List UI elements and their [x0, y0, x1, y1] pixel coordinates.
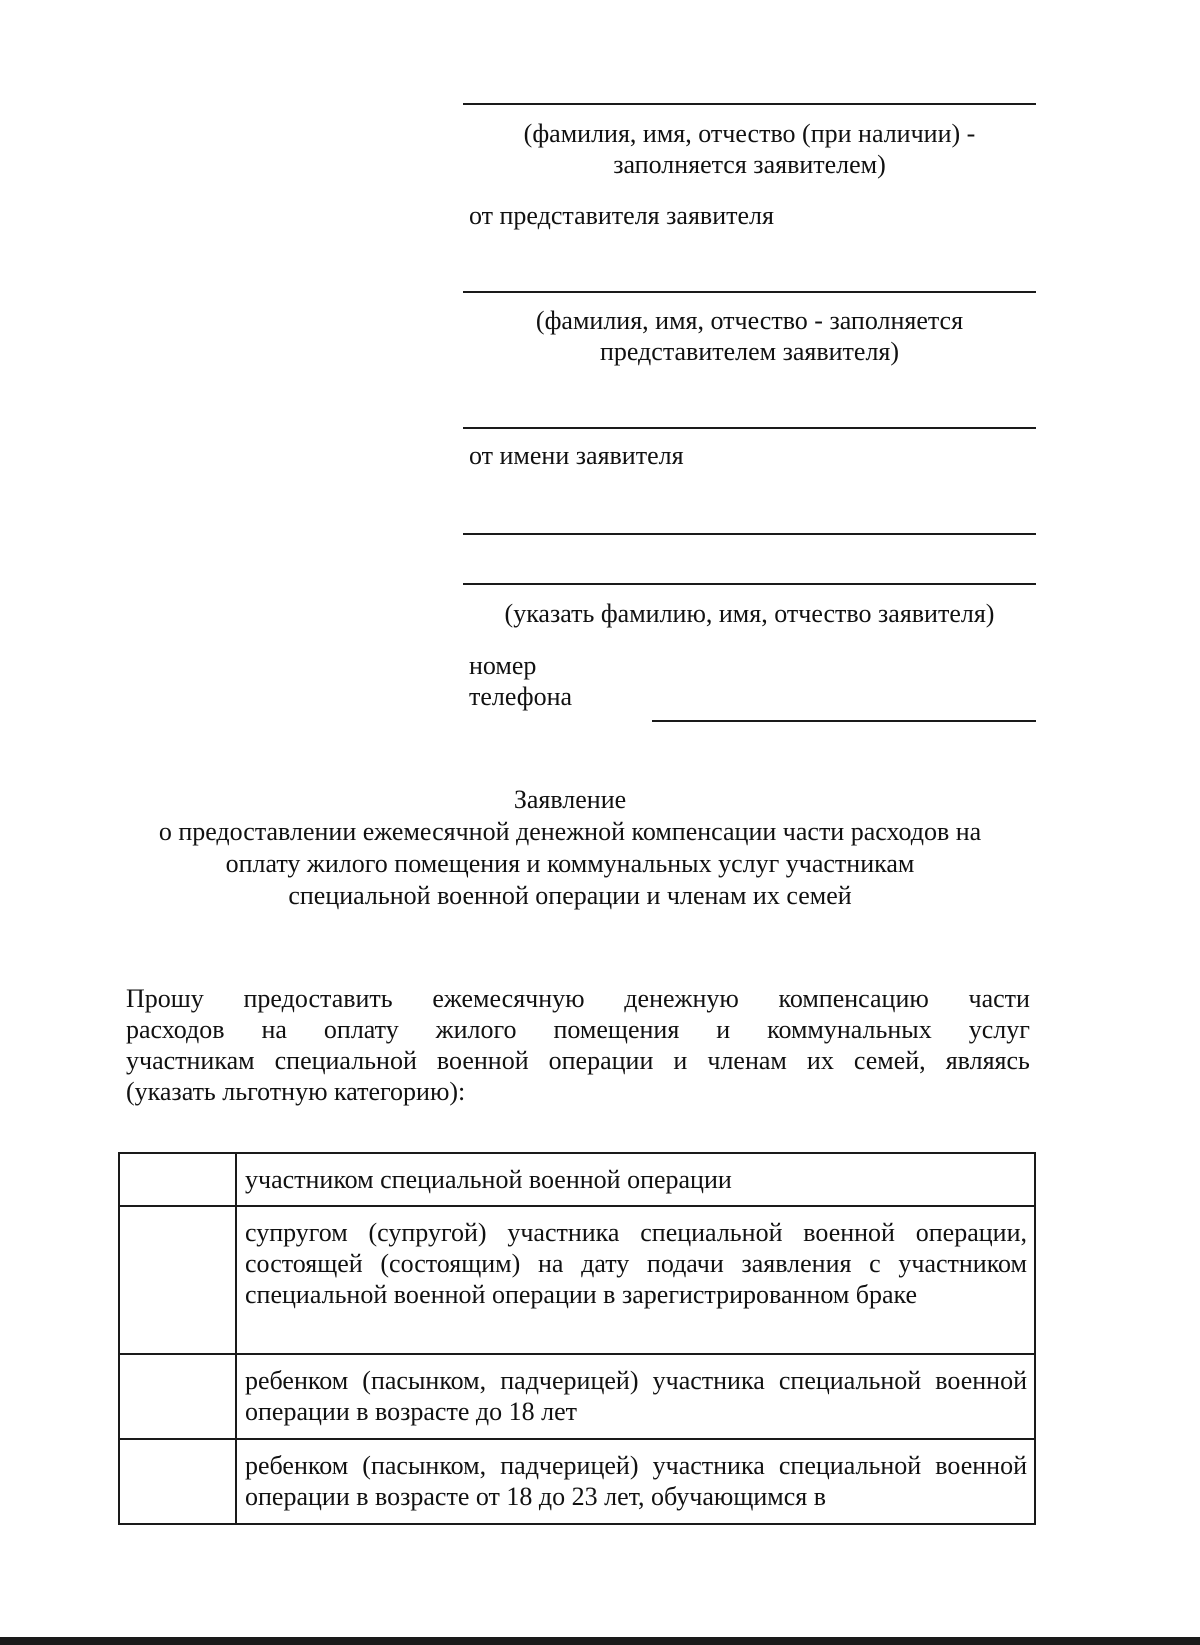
- request-line-3-text-word: их: [806, 1046, 834, 1075]
- document-subject-line-2: оплату жилого помещения и коммунальных услуг участникам: [225, 849, 915, 878]
- scan-bottom-edge: [0, 1637, 1200, 1645]
- applicant-fullname-line-2[interactable]: [463, 583, 1036, 585]
- request-line-3: [126, 1045, 1030, 1076]
- from-representative-label: от представителя заявителя: [469, 201, 774, 230]
- request-line-2-text-word: коммунальных: [767, 1015, 932, 1044]
- request-line-1-text-word: ежемесячную: [432, 984, 585, 1013]
- request-line-4: (указать льготную категорию):: [126, 1077, 466, 1106]
- category-text: участником специальной военной операции: [236, 1153, 1035, 1206]
- phone-number-line[interactable]: [652, 720, 1036, 722]
- request-line-1-text-word: денежную: [624, 984, 739, 1013]
- phone-label: [469, 650, 572, 712]
- applicant-fullname-hint: (указать фамилию, имя, отчество заявителя): [504, 599, 995, 628]
- document-subject-line-1: о предоставлении ежемесячной денежной компенсации части расходов на: [158, 817, 982, 846]
- request-line-3-text-word: членам: [707, 1046, 787, 1075]
- request-line-3-text-word: являясь: [945, 1046, 1030, 1075]
- request-line-3-text-word: военной: [436, 1046, 529, 1075]
- request-line-1-text-word: предоставить: [243, 984, 393, 1013]
- request-line-1-text-word: компенсацию: [778, 984, 929, 1013]
- request-line-3-text-word: и: [673, 1046, 688, 1075]
- request-line-2-text-word: помещения: [553, 1015, 680, 1044]
- document-subject-line-3: специальной военной операции и членам их семей: [288, 881, 852, 910]
- request-line-1-text-word: Прошу: [126, 984, 204, 1013]
- representative-name-hint: [463, 305, 1036, 367]
- on-behalf-label: от имени заявителя: [469, 441, 684, 470]
- category-text: ребенком (пасынком, падчерицей) участника специальной военной операции в возрасте от 18 до 23 лет, обучающимся в: [236, 1439, 1035, 1524]
- category-row: [119, 1206, 1035, 1354]
- representative-name-line[interactable]: [463, 291, 1036, 293]
- category-checkbox[interactable]: [119, 1206, 236, 1354]
- category-row: [119, 1153, 1035, 1206]
- category-checkbox[interactable]: [119, 1354, 236, 1439]
- request-line-1-text-word: части: [968, 984, 1030, 1013]
- request-line-3-text-word: операции: [548, 1046, 654, 1075]
- category-text: супругом (супругой) участника специальной военной операции, состоящей (состоящим) на дату подачи заявления с участником специальной военной операции в зарегистрированном браке: [236, 1206, 1035, 1354]
- document-heading: Заявление: [513, 785, 627, 814]
- representative-name-hint-line-2: представителем заявителя): [599, 337, 900, 366]
- applicant-name-line[interactable]: [463, 103, 1036, 105]
- request-line-2-text-word: и: [716, 1015, 731, 1044]
- document-title: [110, 784, 1030, 912]
- request-line-2-text-word: оплату: [323, 1015, 399, 1044]
- representative-extra-line[interactable]: [463, 427, 1036, 429]
- category-text: ребенком (пасынком, падчерицей) участника специальной военной операции в возрасте до 18 лет: [236, 1354, 1035, 1439]
- request-line-3-text-word: семей,: [853, 1046, 926, 1075]
- request-line-2-text-word: расходов: [126, 1015, 225, 1044]
- phone-label-line-1: номер: [469, 651, 537, 680]
- category-table: [118, 1152, 1036, 1525]
- category-row: [119, 1439, 1035, 1524]
- category-checkbox[interactable]: [119, 1153, 236, 1206]
- request-line-3-text-word: специальной: [274, 1046, 417, 1075]
- request-paragraph: [126, 983, 1030, 1107]
- applicant-name-hint-line-2: заполняется заявителем): [613, 150, 886, 179]
- request-line-2-text-word: услуг: [968, 1015, 1030, 1044]
- applicant-fullname-line-1[interactable]: [463, 533, 1036, 535]
- request-line-3-text-word: участникам: [126, 1046, 255, 1075]
- phone-label-line-2: телефона: [469, 682, 573, 711]
- request-line-2: [126, 1014, 1030, 1045]
- applicant-name-hint: [463, 118, 1036, 180]
- request-line-2-text-word: жилого: [435, 1015, 517, 1044]
- request-line-2-text-word: на: [261, 1015, 287, 1044]
- category-checkbox[interactable]: [119, 1439, 236, 1524]
- request-line-1: [126, 983, 1030, 1014]
- applicant-name-hint-line-1: (фамилия, имя, отчество (при наличии) -: [523, 119, 976, 148]
- category-row: [119, 1354, 1035, 1439]
- representative-name-hint-line-1: (фамилия, имя, отчество - заполняется: [535, 306, 964, 335]
